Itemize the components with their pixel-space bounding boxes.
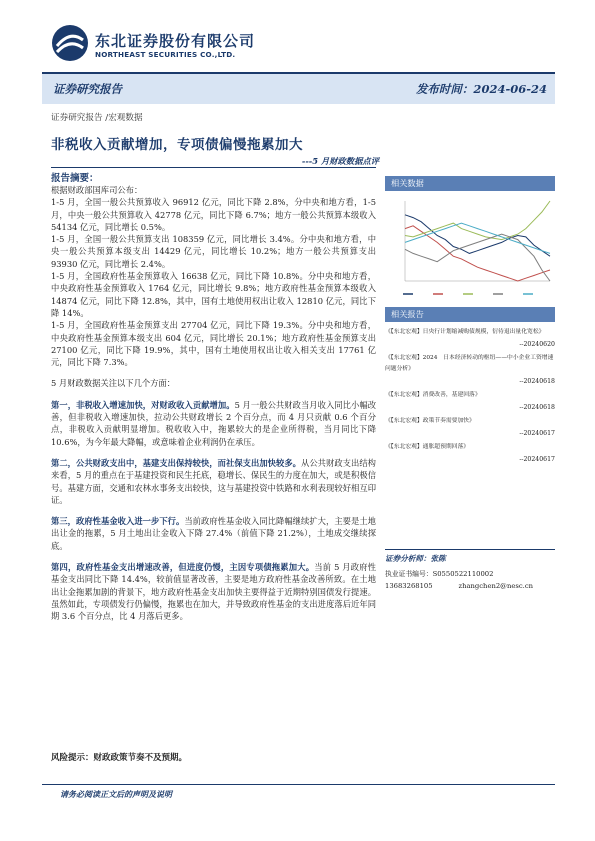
report-date: --20240617 — [519, 456, 555, 463]
sidebar-related-reports — [385, 307, 555, 463]
report-link[interactable]: 《【东北宏观】消费改善，基建回落》 — [385, 392, 481, 398]
related-data-header: 相关数据 — [385, 176, 555, 191]
breadcrumb: 证券研究报告 /宏观数据 — [51, 113, 143, 123]
chart-series-3 — [405, 201, 550, 240]
paragraph-fund-revenue: 1-5 月，全国政府性基金预算收入 16638 亿元，同比下降 10.8%。分中央和地方看，中央政府性基金预算收入 1764 亿元，同比增长 9.8%；地方政府性基金预算本级收入 14874 亿元，同比下降 12.8%，其中，国有土地使用权出让收入 12810 亿元，同比下降 14%。 — [51, 271, 376, 318]
company-name-cn: 东北证券股份有限公司 — [95, 32, 256, 50]
paragraph-fund-expenditure: 1-5 月，全国政府性基金预算支出 27704 亿元，同比下降 19.3%。分中央和地方看，中央政府性基金预算本级支出 604 亿元，同比增长 20.1%；地方政府性基金预算支出 27100 亿元，同比下降 19.9%，其中，国有土地使用权出让收入相关支出 17761 亿元，同比下降 7.3%。 — [51, 320, 376, 368]
footer-divider — [42, 784, 555, 785]
chart-series-5 — [405, 223, 550, 253]
report-link[interactable]: 《【东北宏观】日央行计划缩减购债规模，衍待退出量化宽松》 — [385, 329, 545, 335]
analyst-block — [385, 549, 555, 590]
risk-warning: 风险提示：财政政策节奏不及预期。 — [51, 753, 188, 763]
paragraph-expenditure: 1-5 月，全国一般公共预算支出 108359 亿元，同比增长 3.4%。分中央和地方看，中央一般公共预算本级支出 14429 亿元，同比增长 10.2%；地方一般公共预算支出 93930 亿元，同比增长 2.4%。 — [51, 234, 376, 269]
paragraph-point-4 — [51, 561, 376, 622]
sidebar-related-data — [385, 176, 555, 303]
report-banner — [42, 72, 555, 104]
related-reports-header: 相关报告 — [385, 307, 555, 322]
report-date: --20240620 — [519, 341, 555, 348]
footer-note: 请务必阅读正文后的声明及说明 — [60, 789, 172, 799]
paragraph-point-3 — [51, 515, 376, 552]
point-2-heading: 第二，公共财政支出中，基建支出保持较快，而社保支出加快较多。 — [51, 457, 302, 468]
summary-label: 报告摘要： — [51, 173, 99, 184]
point-3-text: 当前政府性基金收入同比降幅继续扩大，主要是土地出让金的拖累，5 月土地出让金收入下降 27.4%（前值下降 21.2%），土地成交继续探底。 — [51, 516, 376, 551]
point-3-heading: 第三，政府性基金收入进一步下行。 — [51, 516, 185, 527]
report-date: --20240617 — [519, 430, 555, 437]
paragraph-point-1 — [51, 399, 376, 448]
report-date: --20240618 — [519, 404, 555, 411]
company-logo — [51, 24, 271, 64]
report-type: 证券研究报告 — [53, 82, 122, 96]
paragraph-intro: 根据财政部国库司公布： — [51, 185, 143, 195]
reports-list — [385, 327, 555, 463]
logo-mark-icon — [51, 24, 89, 62]
chart-series-4 — [405, 234, 550, 281]
analyst-phone: 13683268105 — [385, 582, 433, 590]
point-4-text: 当前 5 月政府性基金支出同比下降 14.4%，较前值显著改善，主要是地方政府性基金改善所致。在土地出让金拖累加剧的背景下，地方政府性基金支出加快主要得益于近期特别国债发行提速。虽然如此，专项债发行仍偏慢，拖累也在加大，并导致政府性基金的支出进度落后近年同期 3.6 个百分点，比 4 月落后更多。 — [51, 562, 376, 622]
report-link[interactable]: 《【东北宏观】政策节奏需要加快》 — [385, 418, 475, 424]
report-date: --20240618 — [519, 378, 555, 385]
paragraph-focus: 5 月财政数据关注以下几个方面： — [51, 378, 176, 389]
analyst-name: 证券分析师：张陈 — [385, 554, 446, 563]
point-4-heading: 第四，政府性基金支出增速改善，但进度仍慢，主因专项债拖累加大。 — [51, 562, 315, 573]
paragraph-point-2 — [51, 457, 376, 506]
analyst-contact — [385, 582, 555, 590]
company-name-en: NORTHEAST SECURITIES CO.,LTD. — [95, 50, 236, 59]
analyst-license: 执业证书编号：S0550522110002 — [385, 570, 494, 578]
point-1-heading: 第一，非税收入增速加快，对财政收入贡献增加。 — [51, 399, 235, 410]
point-2-text: 从公共财政支出结构来看，5 月的重点在于基建投资和民生托底，稳增长、保民生的力度在加大，或是积极信号。基建方面，交通和农林水事务支出较快，这与基建投资中铁路和水利表现较好相互印证。 — [51, 457, 376, 505]
chart-svg — [385, 193, 555, 303]
paragraph-revenue: 1-5 月，全国一般公共预算收入 96912 亿元，同比下降 2.8%，分中央和地方看，1-5 月，中央一般公共预算收入 42778 亿元，同比下降 6.7%；地方一般公共预算本级收入 54134 亿元，同比增长 0.5%。 — [51, 197, 376, 232]
page-title: 非税收入贡献增加，专项债偏慢拖累加大 — [51, 137, 303, 153]
point-1-text: 5 月一般公共财政当月收入同比小幅改善，但非税收入增速加快，拉动公共财政增长 2 个百分点，而 4 月只贡献 0.6 个百分点，非税收入贡献明显增加。税收收入中，拖累较大的是企业所得税，当月同比下降 10.6%，为今年最大降幅，或意味着企业利润仍在承压。 — [51, 399, 376, 447]
report-link[interactable]: 《【东北宏观】通胀超预期回落》 — [385, 444, 470, 450]
page-subtitle: ---5 月财政数据点评 — [301, 156, 379, 166]
publish-date: 发布时间：2024-06-24 — [415, 82, 547, 96]
related-data-chart — [385, 193, 555, 303]
report-body — [51, 184, 376, 623]
analyst-email[interactable]: zhangchen2@nesc.cn — [458, 582, 533, 590]
title-divider — [51, 167, 376, 168]
report-link[interactable]: 《【东北宏观】2024 日本经济转动的枢纽——中小企业工资增速问题分析》 — [385, 355, 554, 372]
